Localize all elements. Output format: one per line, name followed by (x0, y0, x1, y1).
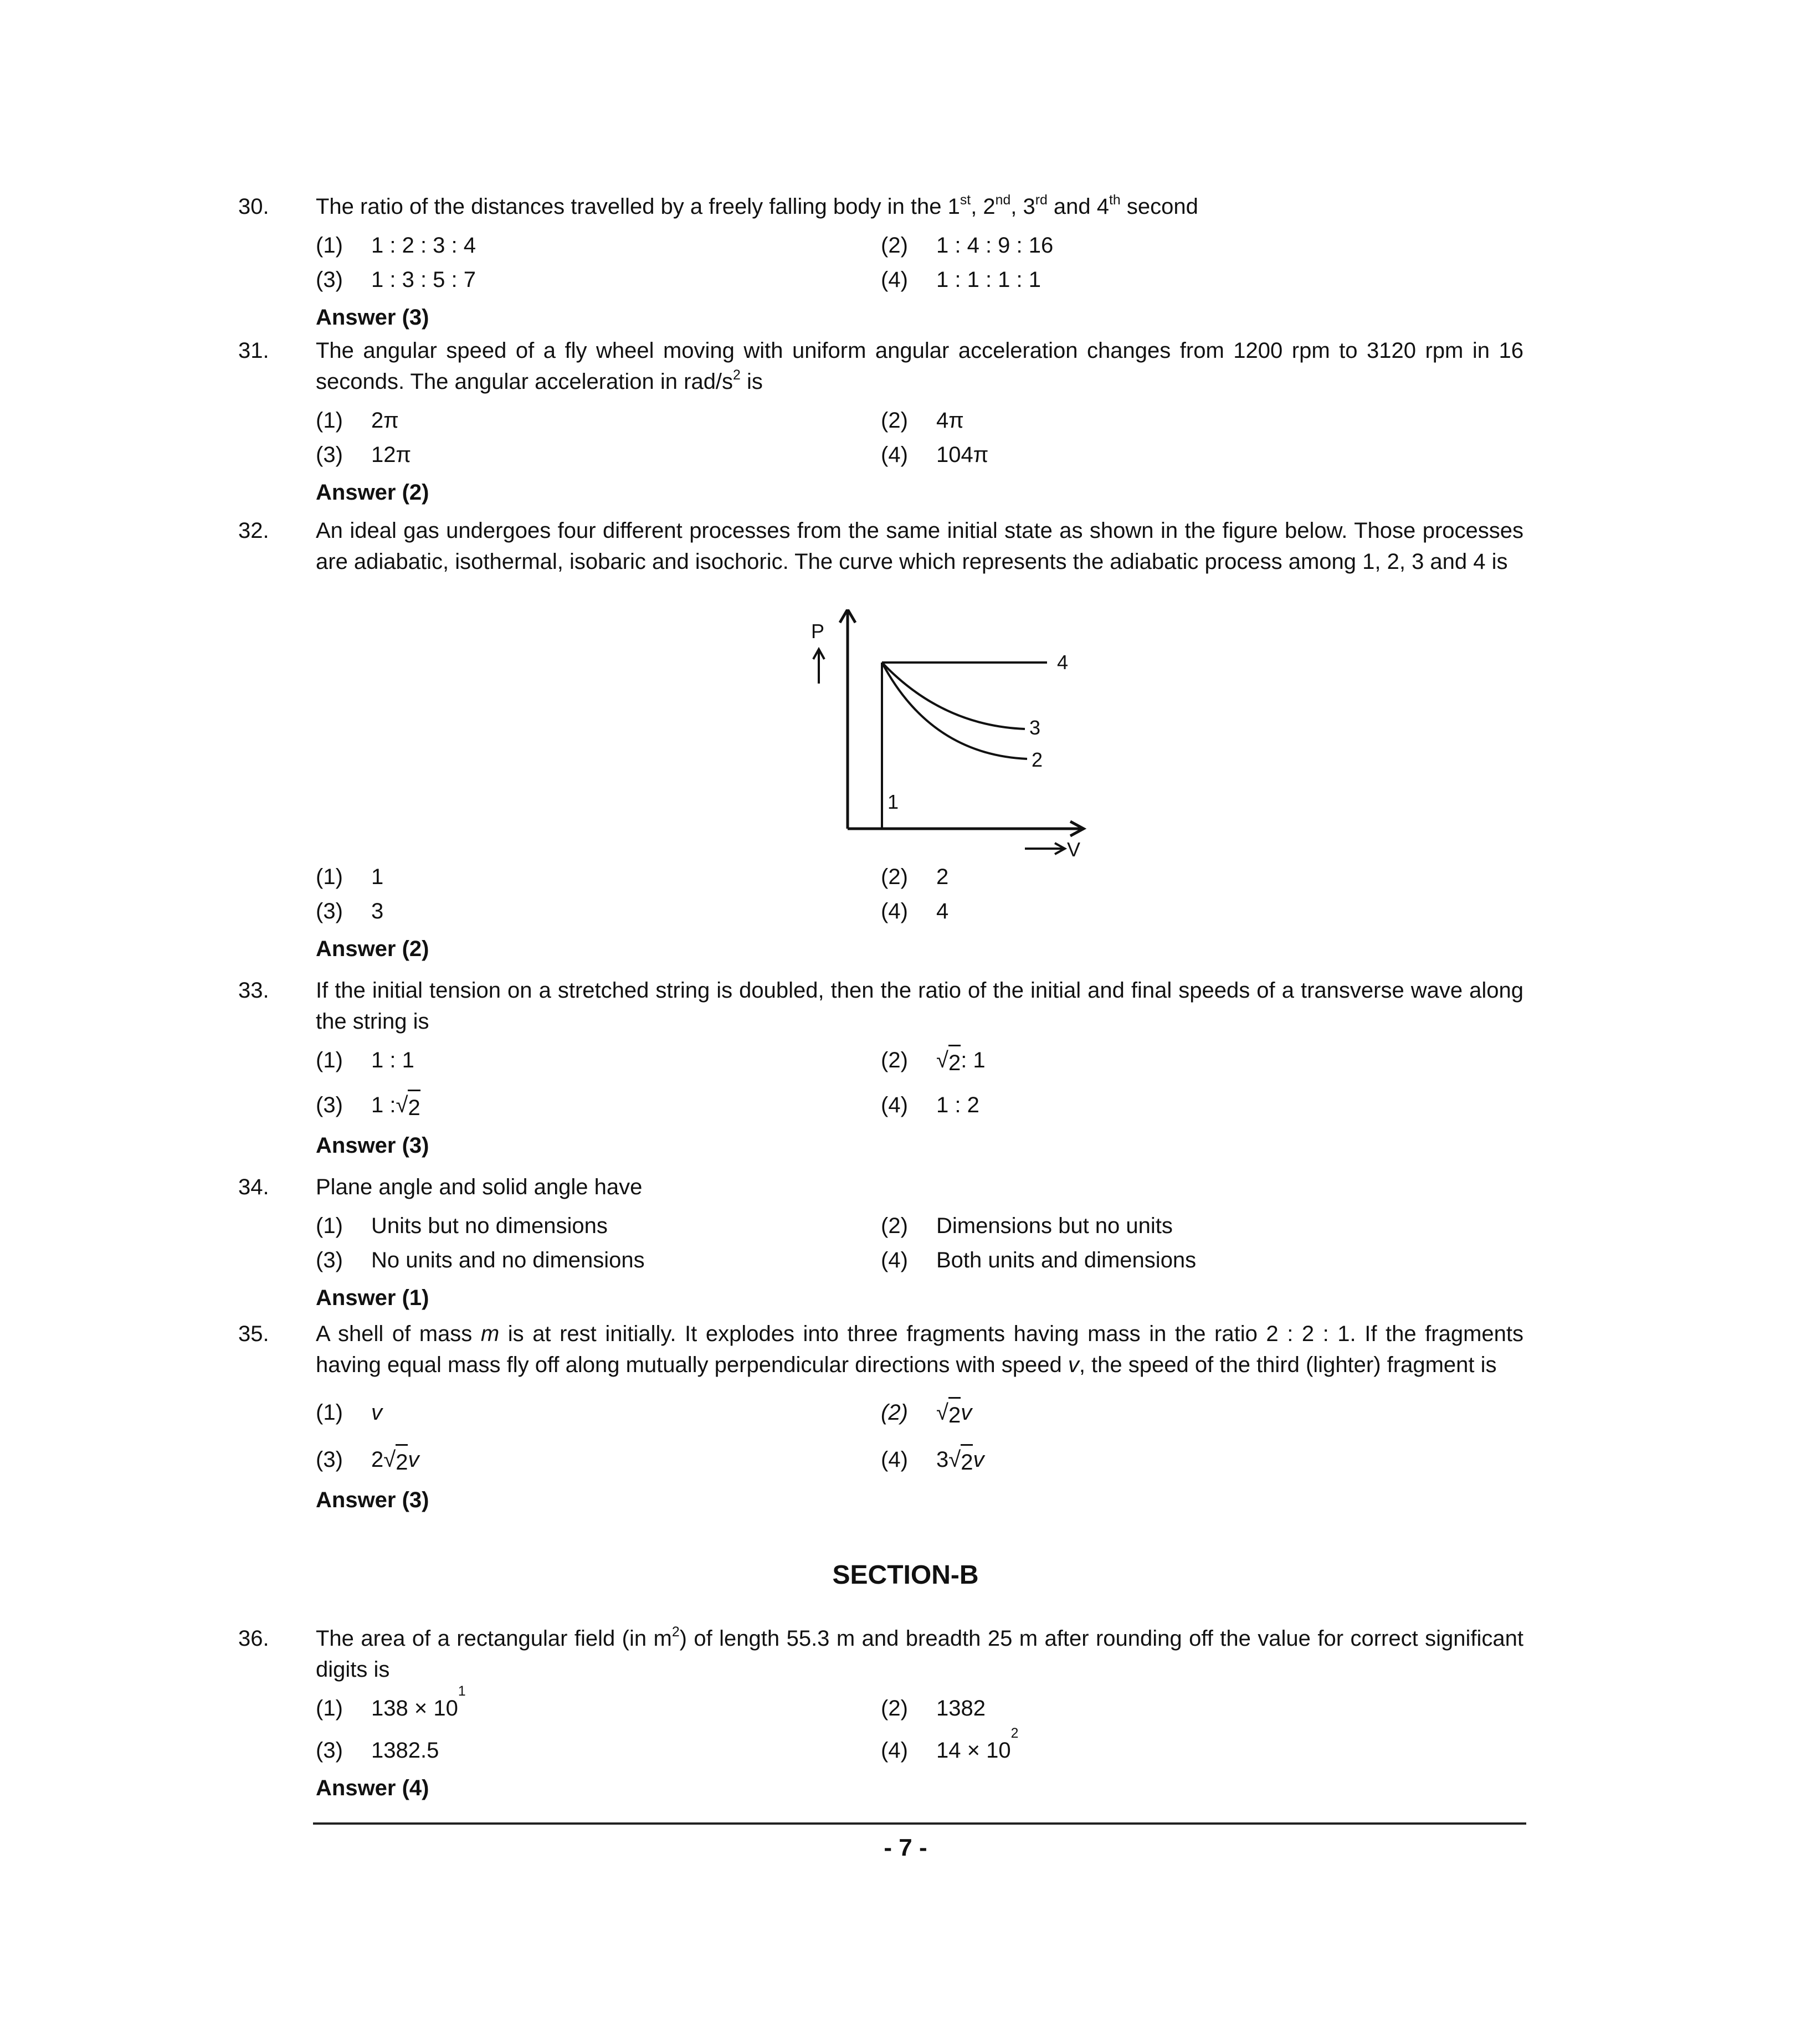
curve-2-adiabatic (882, 662, 1027, 759)
question-36 (238, 1623, 1523, 1804)
answer: Answer (3) (316, 305, 429, 330)
option-4: (4) Both units and dimensions (881, 1248, 1197, 1272)
sqrt-sign: √ (936, 1400, 948, 1425)
options (316, 1045, 1523, 1123)
v-axis-label: V (1067, 838, 1081, 861)
question-number: 36. (238, 1626, 269, 1651)
option-4: (4) 1 : 1 : 1 : 1 (881, 268, 1042, 292)
option-2: (2) 1 : 4 : 9 : 16 (881, 233, 1054, 258)
option-2: (2) √ 2 v (881, 1397, 1435, 1431)
option-4: (4) 104π (881, 443, 989, 467)
question-33 (238, 975, 1523, 1161)
option-2: (2) √ 2 : 1 (881, 1045, 1435, 1079)
footer-divider (313, 1822, 1526, 1825)
option-3: (3) No units and no dimensions (316, 1248, 645, 1272)
options (316, 230, 1523, 295)
curve-label-4: 4 (1057, 651, 1069, 674)
option-1: (1) Units but no dimensions (316, 1214, 608, 1238)
p-axis-label: P (811, 620, 825, 643)
question-stem: The angular speed of a fly wheel moving with uniform angular acceleration changes from 1200 rpm to 3120 rpm in 16 seconds. The angular acceleration in rad/$s^2$ is (316, 338, 1523, 394)
option-2: (2) Dimensions but no units (881, 1214, 1173, 1238)
option-1: (1) 138 × 10 $^1$ (316, 1683, 466, 1721)
question-number: 30. (238, 194, 269, 219)
answer: Answer (2) (316, 480, 429, 505)
question-32-options (316, 861, 1523, 964)
curve-label-1: 1 (887, 790, 899, 813)
page-number: - 7 - (884, 1834, 927, 1861)
option-4: (4) 4 (881, 899, 949, 923)
question-number: 32. (238, 518, 269, 543)
question-31 (238, 335, 1523, 508)
answer: Answer (3) (316, 1133, 429, 1158)
curve-label-3: 3 (1029, 716, 1041, 739)
question-number: 35. (238, 1322, 269, 1346)
option-4: (4) 1 : 2 (881, 1093, 979, 1117)
option-1: (1) 1 (316, 865, 384, 889)
question-34 (238, 1172, 1523, 1313)
options (316, 405, 1523, 470)
option-3: (3) 3 (316, 899, 384, 923)
option-3: (3) 1382.5 (316, 1738, 439, 1763)
question-stem: Plane angle and solid angle have (316, 1175, 643, 1199)
question-30 (238, 191, 1523, 333)
option-4: (4) 14 × 10 $^2$ (881, 1725, 1019, 1763)
answer: Answer (3) (316, 1488, 429, 1512)
option-3: (3) 12π (316, 443, 412, 467)
options (316, 1397, 1523, 1478)
sqrt-sign: √ (383, 1447, 396, 1472)
question-number: 31. (238, 338, 269, 363)
answer: Answer (2) (316, 937, 429, 961)
options (316, 861, 1523, 927)
sqrt-sign: √ (936, 1048, 948, 1072)
answer: Answer (4) (316, 1776, 429, 1800)
option-3: (3) 1 : √ 2 (316, 1090, 881, 1123)
options (316, 1210, 1523, 1276)
question-32 (238, 515, 1523, 577)
option-1: (1) 1 : 2 : 3 : 4 (316, 233, 476, 258)
question-stem: The ratio of the distances travelled by a freely falling body in the 1st, 2nd, 3rd and 4th second (316, 193, 1198, 219)
question-stem: The area of a rectangular field (in $m^2$) of length 55.3 m and breadth 25 m after rounding off the value for correct significant digits is (316, 1625, 1523, 1682)
sqrt-sign: √ (396, 1093, 408, 1117)
question-number: 33. (238, 978, 269, 1003)
question-number: 34. (238, 1175, 269, 1199)
option-2: (2) 2 (881, 865, 949, 889)
options (316, 1683, 1523, 1766)
answer: Answer (1) (316, 1286, 429, 1310)
option-4: (4) 3 √ 2 v (881, 1444, 1435, 1478)
pv-diagram (803, 609, 1114, 864)
section-heading: SECTION-B (832, 1560, 979, 1590)
option-2: (2) 4π (881, 408, 964, 433)
question-stem: If the initial tension on a stretched string is doubled, then the ratio of the initial and final speeds of a transverse wave along the string is (316, 978, 1523, 1034)
option-3: (3) 2 √ 2 v (316, 1444, 881, 1478)
sqrt-sign: √ (948, 1447, 961, 1472)
option-3: (3) 1 : 3 : 5 : 7 (316, 268, 476, 292)
question-stem: A shell of mass m is at rest initially. It explodes into three fragments having mass in the ratio 2 : 2 : 1. If the fragments having equal mass fly off along mutually perpendicular directions with speed v, the speed of the third (lighter) fragment is (316, 1322, 1523, 1377)
question-stem: An ideal gas undergoes four different processes from the same initial state as shown in the figure below. Those processes are adiabatic, isothermal, isobaric and isochoric. The curve which represents the adiabatic process among 1, 2, 3 and 4 is (316, 518, 1523, 574)
question-35 (238, 1318, 1523, 1516)
option-1: (1) v (316, 1400, 382, 1425)
option-2: (2) 1382 (881, 1696, 986, 1721)
option-1: (1) 2π (316, 408, 399, 433)
option-1: (1) 1 : 1 (316, 1048, 414, 1072)
curve-label-2: 2 (1032, 748, 1043, 771)
